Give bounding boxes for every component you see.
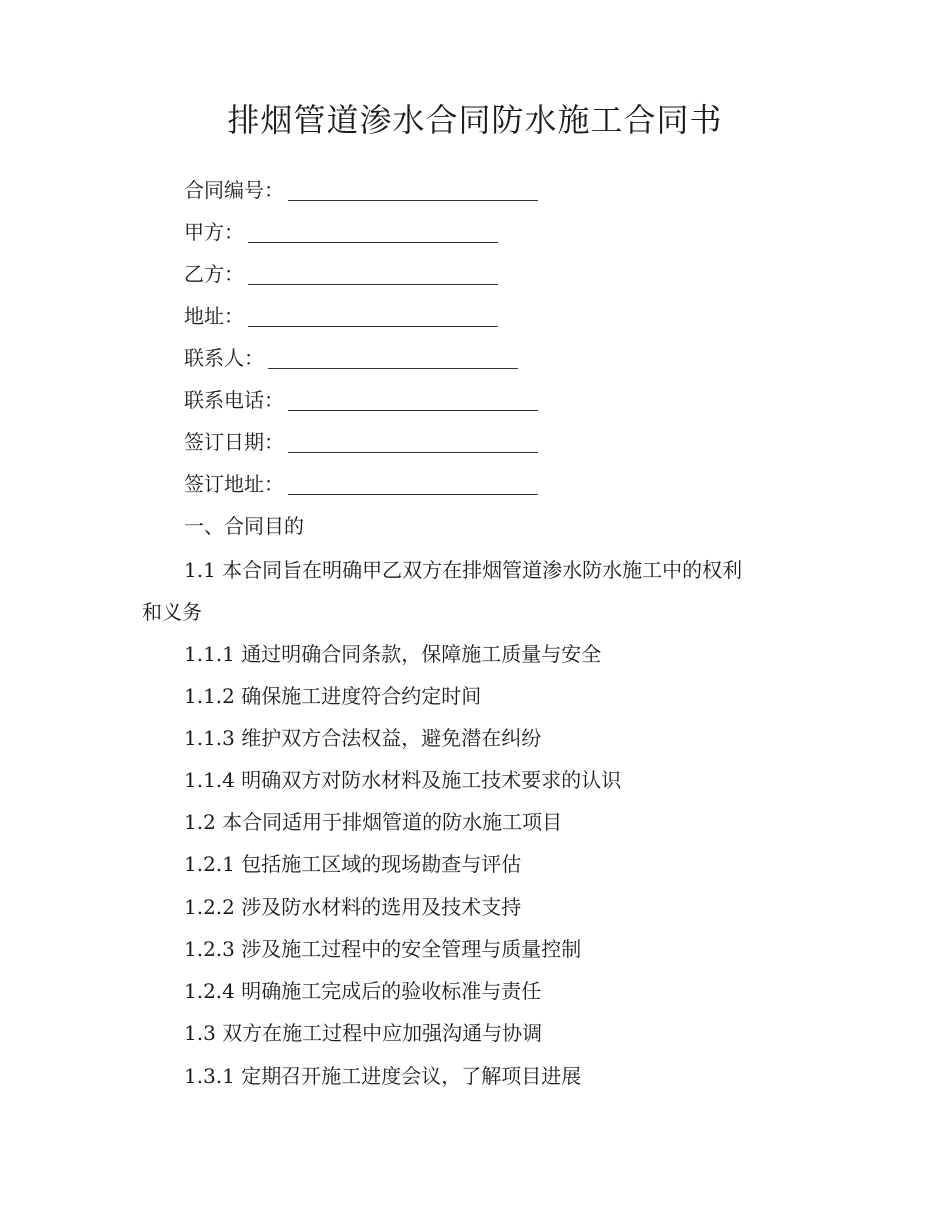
party-b-label: 乙方： [184,262,244,286]
party-a-blank [248,218,498,243]
section-heading: 一、合同目的 [184,514,304,538]
clause-1-2-1: 1.2.1 包括施工区域的现场勘查与评估 [184,852,522,876]
signing-date-blank [288,428,538,453]
party-a-label: 甲方： [184,220,244,244]
party-a-field [184,218,498,246]
contact-phone-label: 联系电话： [184,388,284,412]
contact-person-label: 联系人： [184,346,264,370]
signing-place-label: 签订地址： [184,472,284,496]
signing-date-field [184,428,538,456]
contract-number-blank [288,176,538,201]
address-blank [248,302,498,327]
contract-number-field [184,176,538,204]
contact-phone-field [184,386,538,414]
clause-1-1: 1.1 本合同旨在明确甲乙双方在排烟管道渗水防水施工中的权利 [184,558,743,582]
clause-1-1-3: 1.1.3 维护双方合法权益，避免潜在纠纷 [184,726,542,750]
address-label: 地址： [184,304,244,328]
clause-1-3-1: 1.3.1 定期召开施工进度会议，了解项目进展 [184,1064,582,1088]
clause-1-2-2: 1.2.2 涉及防水材料的选用及技术支持 [184,895,522,919]
clause-1-2-3: 1.2.3 涉及施工过程中的安全管理与质量控制 [184,937,582,961]
party-b-field [184,260,498,288]
clause-1-1-1: 1.1.1 通过明确合同条款，保障施工质量与安全 [184,642,602,666]
contact-person-blank [268,344,518,369]
contact-phone-blank [288,386,538,411]
signing-date-label: 签订日期： [184,430,284,454]
signing-place-field [184,470,538,498]
clause-1-1-continued: 和义务 [142,600,202,624]
signing-place-blank [288,470,538,495]
clause-1-1-4: 1.1.4 明确双方对防水材料及施工技术要求的认识 [184,768,622,792]
clause-1-1-2: 1.1.2 确保施工进度符合约定时间 [184,684,482,708]
clause-1-3: 1.3 双方在施工过程中应加强沟通与协调 [184,1021,543,1045]
address-field [184,302,498,330]
contact-person-field [184,344,518,372]
clause-1-2: 1.2 本合同适用于排烟管道的防水施工项目 [184,810,563,834]
clause-1-2-4: 1.2.4 明确施工完成后的验收标准与责任 [184,979,542,1003]
document-title: 排烟管道渗水合同防水施工合同书 [227,101,723,139]
contract-number-label: 合同编号： [184,178,284,202]
party-b-blank [248,260,498,285]
